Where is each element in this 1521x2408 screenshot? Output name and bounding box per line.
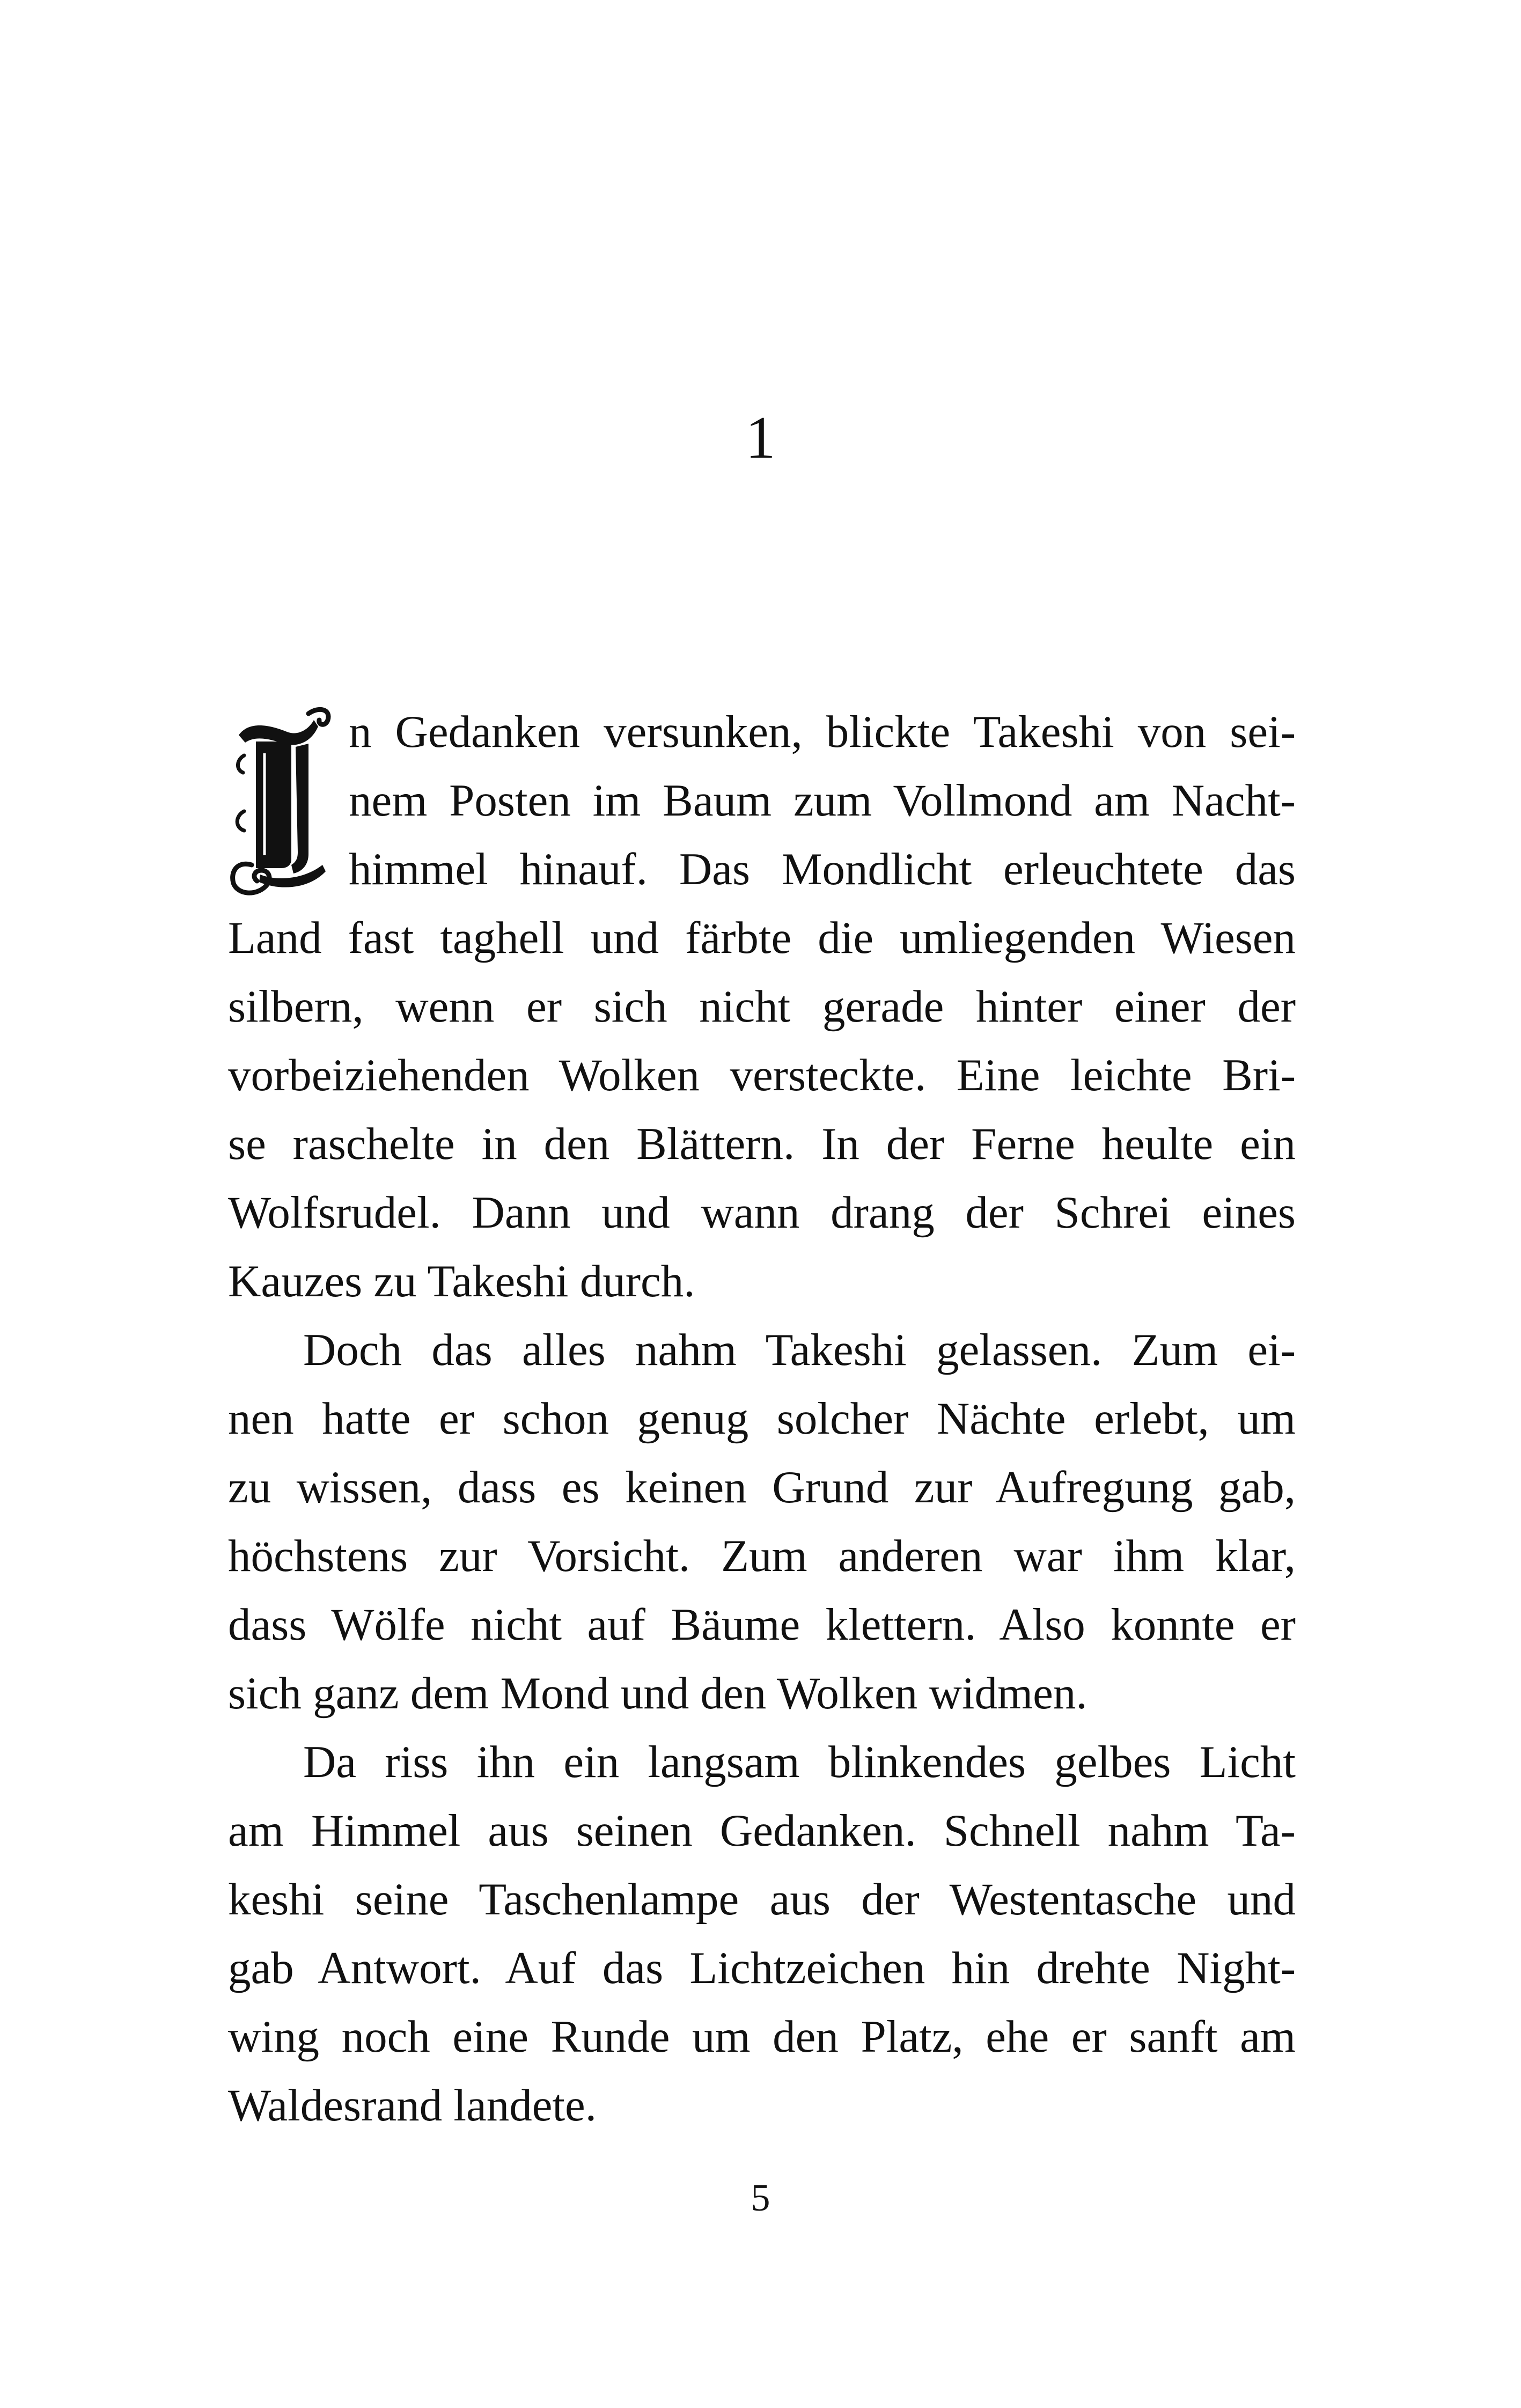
drop-cap-i-icon <box>228 704 335 897</box>
text-line: zu wissen, dass es keinen Grund zur Aufregung gab, <box>228 1462 1296 1513</box>
text-line: Doch das alles nahm Takeshi gelassen. Zum ei- <box>303 1325 1296 1375</box>
text-line: Da riss ihn ein langsam blinkendes gelbes Licht <box>303 1737 1296 1787</box>
text-line: Land fast taghell und färbte die umliegenden Wiesen <box>228 913 1296 963</box>
text-line: Wolfsrudel. Dann und wann drang der Schrei eines <box>228 1187 1296 1238</box>
page-number: 5 <box>751 2176 770 2219</box>
chapter-number: 1 <box>745 405 776 471</box>
text-line: vorbeiziehenden Wolken versteckte. Eine leichte Bri- <box>228 1050 1296 1100</box>
text-line: nem Posten im Baum zum Vollmond am Nacht- <box>349 775 1296 826</box>
text-line: Waldesrand landete. <box>228 2080 597 2131</box>
text-line: sich ganz dem Mond und den Wolken widmen. <box>228 1668 1088 1719</box>
text-line: höchstens zur Vorsicht. Zum anderen war ihm klar, <box>228 1531 1296 1581</box>
body-text <box>228 698 1296 2140</box>
text-line: silbern, wenn er sich nicht gerade hinter einer der <box>228 981 1296 1032</box>
text-line: n Gedanken versunken, blickte Takeshi von sei- <box>349 707 1296 757</box>
text-line: nen hatte er schon genug solcher Nächte erlebt, um <box>228 1393 1296 1444</box>
text-line: am Himmel aus seinen Gedanken. Schnell nahm Ta- <box>228 1805 1296 1856</box>
text-line: gab Antwort. Auf das Lichtzeichen hin drehte Night- <box>228 1943 1296 1993</box>
text-line: se raschelte in den Blättern. In der Ferne heulte ein <box>228 1119 1296 1169</box>
text-line: himmel hinauf. Das Mondlicht erleuchtete das <box>349 844 1296 894</box>
text-line: wing noch eine Runde um den Platz, ehe er sanft am <box>228 2011 1296 2062</box>
text-line: dass Wölfe nicht auf Bäume klettern. Also konnte er <box>228 1599 1296 1650</box>
text-line: keshi seine Taschenlampe aus der Westentasche und <box>228 1874 1296 1925</box>
text-line: Kauzes zu Takeshi durch. <box>228 1256 695 1306</box>
